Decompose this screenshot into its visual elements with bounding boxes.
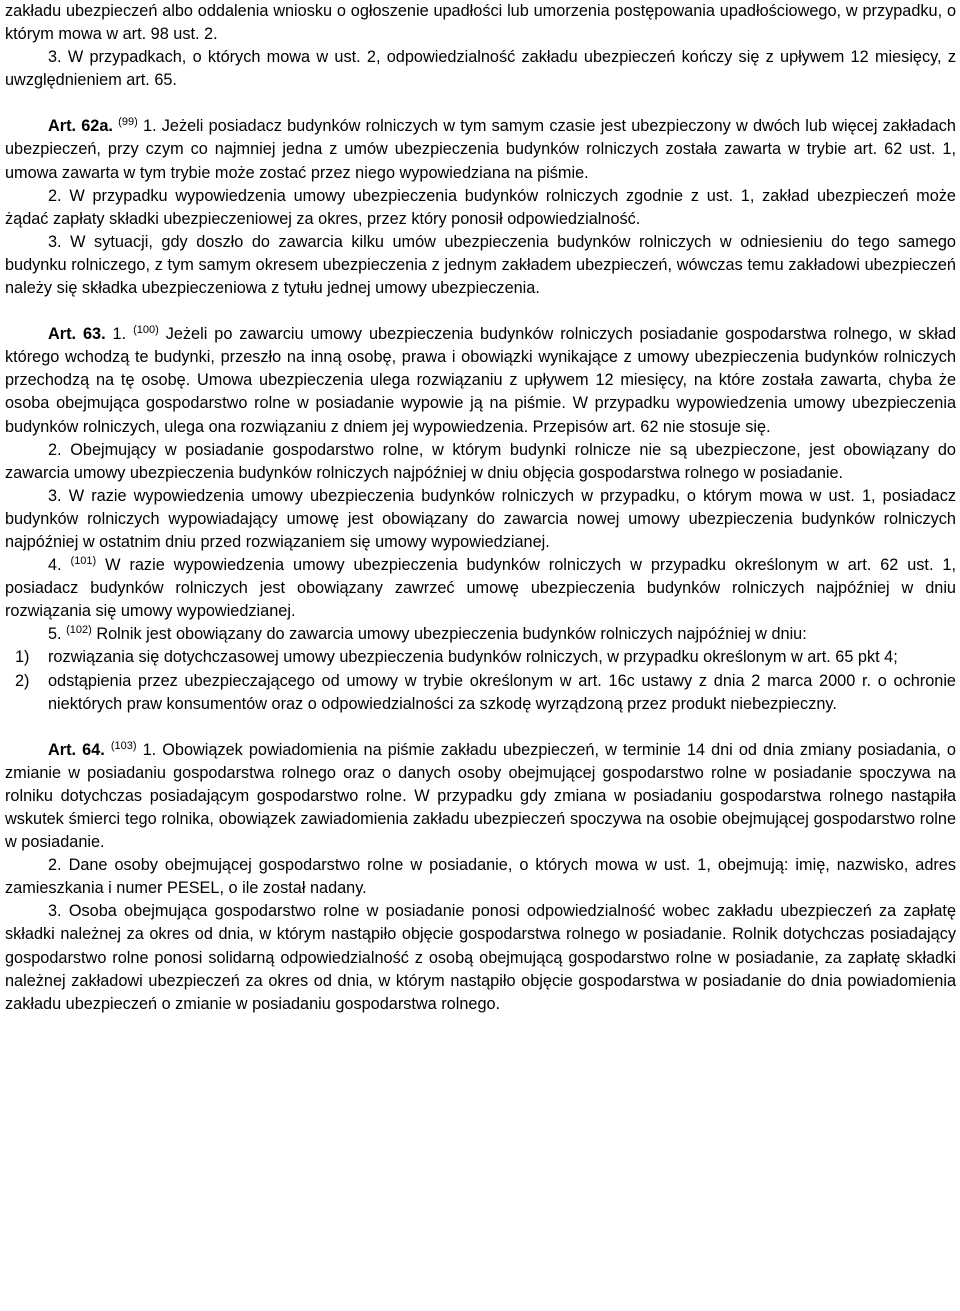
footnote-ref-103: (103)	[110, 739, 137, 752]
list-item	[5, 646, 956, 669]
footnote-ref-99: (99)	[118, 116, 138, 129]
article-63-points-list	[5, 646, 956, 715]
article-62a-par-2: 2. W przypadku wypowiedzenia umowy ubezpieczenia budynków rolniczych zgodnie z ust. 1, zakład ubezpieczeń może żądać zapłaty składki ubezpieczeniowej za okres, przez który ponosił odpowiedzialność.	[5, 186, 956, 228]
article-64-par-1-text: 1. Obowiązek powiadomienia na piśmie zakładu ubezpieczeń, w terminie 14 dni od dnia zmiany posiadania, o zmianie w posiadaniu gospodarstwa rolnego oraz o danych osoby obejmującej gospodarstwo rolne w posiadanie spoczywa na rolniku dotychczas posiadającym gospodarstwo rolne. W przypadku gdy zmiana w posiadaniu gospodarstwa rolnego nastąpiła wskutek śmierci tego rolnika, obowiązek zawiadomienia zakładu ubezpieczeń spoczywa na osobie obejmującej gospodarstwo rolne w posiadanie.	[5, 740, 956, 852]
article-62a-par-1-text: 1. Jeżeli posiadacz budynków rolniczych w tym samym czasie jest ubezpieczony w dwóch lub więcej zakładach ubezpieczeń, przy czym co najmniej jedna z umów ubezpieczenia budynków rolniczych została zawarta w trybie art. 62 ust. 1, umowa zawarta w tym trybie może zostać przez niego wypowiedziana na piśmie.	[5, 117, 956, 182]
paragraph-intro-1: zakładu ubezpieczeń albo oddalenia wniosku o ogłoszenie upadłości lub umorzenia postępowania upadłościowego, w przypadku, o którym mowa w art. 98 ust. 2.	[5, 2, 956, 44]
article-64-par-1	[5, 739, 956, 854]
article-64-heading: Art. 64.	[48, 740, 105, 759]
point-number: 1)	[15, 648, 30, 667]
article-63-par-4-text: W razie wypowiedzenia umowy ubezpieczenia budynków rolniczych w przypadku określonym w art. 62 ust. 1, posiadacz budynków rolniczych jest obowiązany zawrzeć umowę ubezpieczenia budynków rolniczych najpóźniej w dniu rozwiązania się umowy wypowiedzianej.	[5, 556, 956, 621]
paragraph-intro-2: 3. W przypadkach, o których mowa w ust. 2, odpowiedzialność zakładu ubezpieczeń kończy się z upływem 12 miesięcy, z uwzględnieniem art. 65.	[5, 48, 956, 90]
article-63-par-3: 3. W razie wypowiedzenia umowy ubezpieczenia budynków rolniczych w przypadku, o którym mowa w ust. 1, posiadacz budynków rolniczych wypowiadający umowę jest obowiązany do zawarcia nowej umowy ubezpieczenia budynków rolniczych najpóźniej w ostatnim dniu przed rozwiązaniem się umowy wypowiedzianej.	[5, 486, 956, 551]
article-63-par-1-number: 1.	[112, 325, 127, 344]
article-63-par-2: 2. Obejmujący w posiadanie gospodarstwo rolne, w którym budynki rolnicze nie są ubezpieczone, jest obowiązany do zawarcia umowy ubezpieczenia budynków rolniczych najpóźniej w dniu objęcia gospodarstwa rolnego w posiadanie.	[5, 440, 956, 482]
article-63-par-1	[5, 323, 956, 438]
article-63-par-4	[5, 554, 956, 623]
point-number: 2)	[15, 671, 30, 690]
footnote-ref-101: (101)	[70, 555, 97, 568]
article-62a-par-3: 3. W sytuacji, gdy doszło do zawarcia kilku umów ubezpieczenia budynków rolniczych w odniesieniu do tego samego budynku rolniczego, z tym samym okresem ubezpieczenia z jednym zakładem ubezpieczeń, wówczas temu zakładowi ubezpieczeń należy się składka ubezpieczeniowa z tytułu jednej umowy ubezpieczenia.	[5, 232, 956, 298]
footnote-ref-102: (102)	[66, 624, 92, 637]
article-62a-heading: Art. 62a.	[48, 117, 113, 136]
article-64-par-2: 2. Dane osoby obejmującej gospodarstwo rolne w posiadanie, o których mowa w ust. 1, obejmują: imię, nazwisko, adres zamieszkania i numer PESEL, o ile został nadany.	[5, 856, 956, 898]
footnote-ref-100: (100)	[133, 324, 159, 337]
article-63-par-5	[5, 623, 956, 646]
article-63-par-4-number: 4.	[48, 556, 62, 575]
article-63-par-1-text: Jeżeli po zawarciu umowy ubezpieczenia budynków rolniczych posiadanie gospodarstwa rolnego, w skład którego wchodzą te budynki, przeszło na inną osobę, prawa i obowiązki wynikające z umowy ubezpieczenia budynków rolniczych przechodzą na tę osobę. Umowa ubezpieczenia ulega rozwiązaniu z upływem 12 miesięcy, na które została zawarta, chyba że osoba obejmująca gospodarstwo rolne w posiadanie wypowie ją na piśmie. W przypadku wypowiedzenia umowy ubezpieczenia budynków rolniczych, ulega ona rozwiązaniu z dniem jej wypowiedzenia. Przepisów art. 62 nie stosuje się.	[5, 325, 956, 436]
article-63-heading: Art. 63.	[48, 325, 106, 344]
article-64-par-3: 3. Osoba obejmująca gospodarstwo rolne w posiadanie ponosi odpowiedzialność wobec zakładu ubezpieczeń za zapłatę składki należnej za okres od dnia, w którym nastąpiło objęcie gospodarstwa rolnego w posiadanie. Rolnik dotychczas posiadający gospodarstwo rolne ponosi solidarną odpowiedzialność z osobą obejmującą gospodarstwo rolne w posiadanie, za zapłatę składki należnej zakładowi ubezpieczeń za okres od dnia, w którym nastąpiło objęcie gospodarstwa w posiadanie do dnia powiadomienia zakładu ubezpieczeń o zmianie w posiadaniu gospodarstwa rolnego.	[5, 902, 956, 1013]
article-62a-par-1	[5, 115, 956, 184]
list-item	[5, 670, 956, 716]
point-text: rozwiązania się dotychczasowej umowy ubezpieczenia budynków rolniczych, w przypadku określonym w art. 65 pkt 4;	[48, 648, 898, 667]
point-text: odstąpienia przez ubezpieczającego od umowy w trybie określonym w art. 16c ustawy z dnia 2 marca 2000 r. o ochronie niektórych praw konsumentów oraz o odpowiedzialności za szkodę wyrządzoną przez produkt niebezpieczny.	[48, 671, 956, 713]
article-63-par-5-number: 5.	[48, 625, 62, 644]
article-63-par-5-text: Rolnik jest obowiązany do zawarcia umowy ubezpieczenia budynków rolniczych najpóźniej w dniu:	[96, 625, 807, 644]
